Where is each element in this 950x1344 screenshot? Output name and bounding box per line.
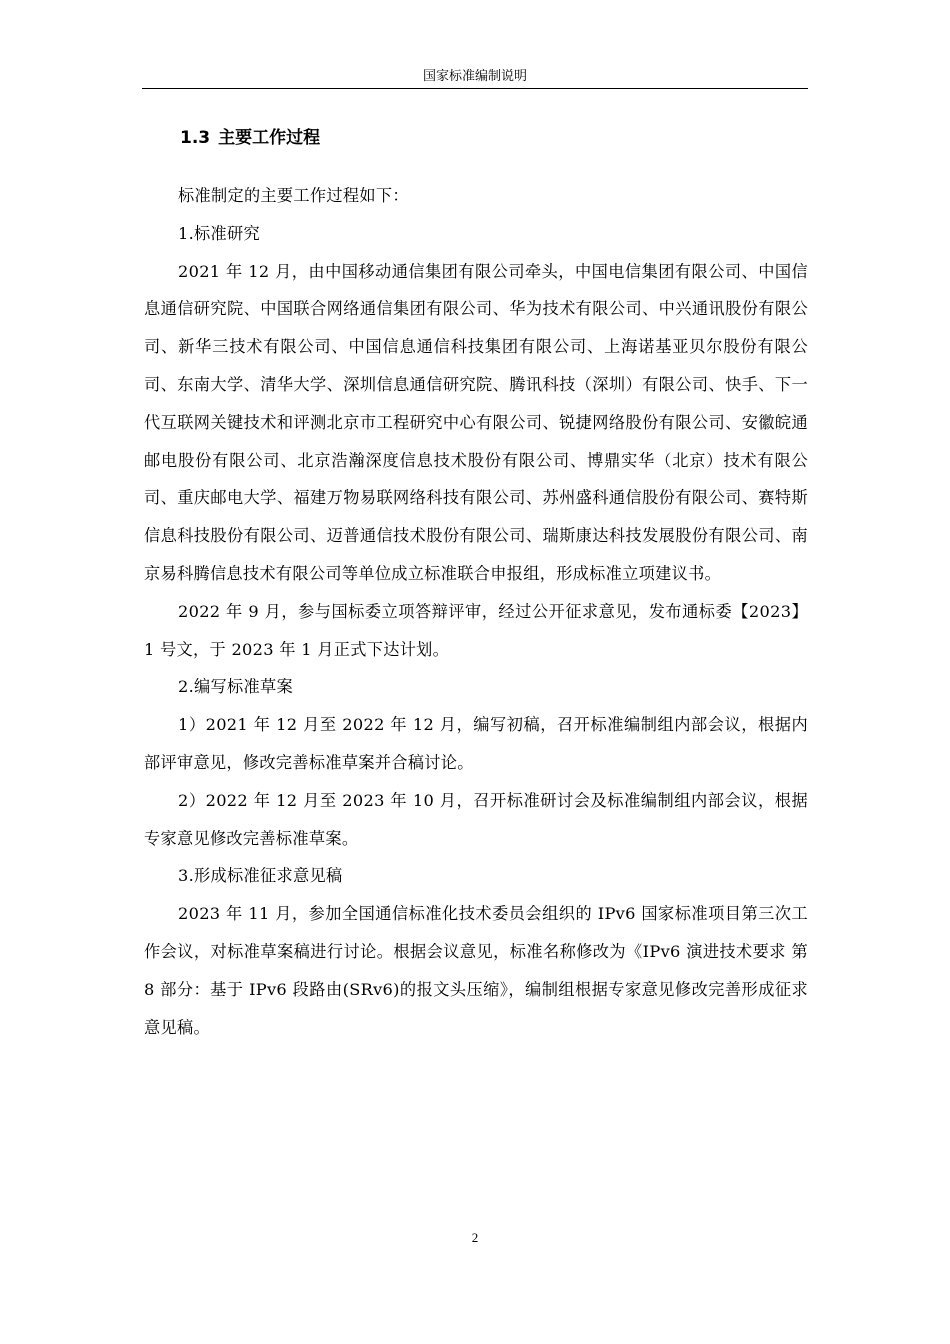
paragraph-participants: 2021 年 12 月，由中国移动通信集团有限公司牵头，中国电信集团有限公司、中国信息通信研究院、中国联合网络通信集团有限公司、华为技术有限公司、中兴通讯股份有限公司、新华三技术有限公司、中国信息通信科技集团有限公司、上海诺基亚贝尔股份有限公司、东南大学、清华大学、深圳信息通信研究院、腾讯科技（深圳）有限公司、快手、下一代互联网关键技术和评测北京市工程研究中心有限公司、锐捷网络股份有限公司、安徽皖通邮电股份有限公司、北京浩瀚深度信息技术股份有限公司、博鼎实华（北京）技术有限公司、重庆邮电大学、福建万物易联网络科技有限公司、苏州盛科通信股份有限公司、赛特斯信息科技股份有限公司、迈普通信技术股份有限公司、瑞斯康达科技发展股份有限公司、南京易科腾信息技术有限公司等单位成立标准联合申报组，形成标准立项建议书。 bbox=[144, 261, 808, 583]
document-title: 国家标准编制说明 bbox=[422, 69, 527, 84]
section-heading bbox=[144, 118, 808, 158]
section-title: 主要工作过程 bbox=[218, 128, 321, 148]
subheading-standard-research: 1.标准研究 bbox=[178, 223, 260, 243]
paragraph-consultation: 2023 年 11 月，参加全国通信标准化技术委员会组织的 IPv6 国家标准项目第三次工作会议，对标准草案稿进行讨论。根据会议意见，标准名称修改为《IPv6 演进技术要求 第 8 部分：基于 IPv6 段路由(SRv6)的报文头压缩》，编制组根据专家意见修改完善形成征求意见稿。 bbox=[144, 904, 808, 1037]
paragraph-approval: 2022 年 9 月，参与国标委立项答辩评审，经过公开征求意见，发布通标委【2023】1 号文，于 2023 年 1 月正式下达计划。 bbox=[144, 601, 808, 659]
document-body bbox=[144, 118, 808, 1046]
section-number: 1.3 bbox=[180, 128, 211, 148]
paragraph-draft-step-2: 2）2022 年 12 月至 2023 年 10 月，召开标准研讨会及标准编制组内部会议，根据专家意见修改完善标准草案。 bbox=[144, 790, 808, 848]
paragraph-draft-step-1: 1）2021 年 12 月至 2022 年 12 月，编写初稿，召开标准编制组内部会议，根据内部评审意见，修改完善标准草案并合稿讨论。 bbox=[144, 715, 808, 772]
subheading-draft-writing: 2.编写标准草案 bbox=[178, 677, 293, 697]
intro-paragraph: 标准制定的主要工作过程如下： bbox=[178, 186, 409, 205]
page-header bbox=[142, 66, 808, 89]
subheading-consultation-draft: 3.形成标准征求意见稿 bbox=[178, 866, 343, 886]
page-number: 2 bbox=[471, 1230, 479, 1245]
